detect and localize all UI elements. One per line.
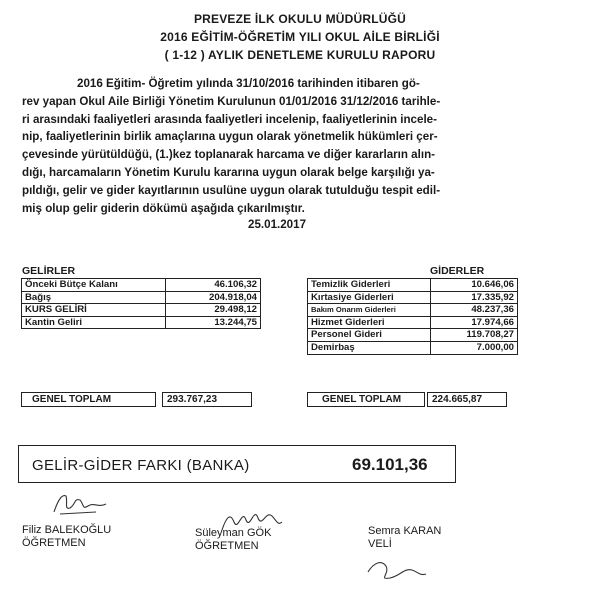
- signature-scrawl-1: [46, 490, 116, 520]
- expense-value: 17.974,66: [431, 316, 518, 329]
- expense-value: 17.335,92: [431, 291, 518, 304]
- signature-block-2: [195, 527, 271, 553]
- expense-label: Demirbaş: [308, 341, 431, 354]
- table-row: [308, 329, 518, 342]
- signature-block-3: [368, 525, 441, 551]
- body-line: pıldığı, gelir ve gider kayıtlarının usulüne uygun olarak tutulduğu tespit edil-: [22, 183, 441, 197]
- signatory-title: ÖĞRETMEN: [22, 537, 86, 549]
- body-line: ri arasındaki faaliyetleri arasında faaliyetleri incelenip, faaliyetlerinin incele-: [22, 112, 437, 126]
- difference-label: GELİR-GİDER FARKI (BANKA): [32, 457, 250, 474]
- signatory-name: Süleyman GÖK: [195, 527, 272, 539]
- table-row: [308, 279, 518, 292]
- table-row: [22, 316, 261, 329]
- table-row: [308, 304, 518, 317]
- signatory-name: Filiz BALEKOĞLU: [22, 524, 112, 536]
- expense-table: [307, 278, 518, 355]
- header-year: 2016 EĞİTİM-ÖĞRETİM YILI OKUL AİLE BİRLİĞİ: [160, 30, 440, 44]
- expense-total-value: 224.665,87: [427, 392, 507, 407]
- expense-total-label: GENEL TOPLAM: [307, 392, 425, 407]
- income-value: 29.498,12: [166, 304, 261, 317]
- table-row: [22, 279, 261, 292]
- income-label: KURS GELİRİ: [22, 304, 166, 317]
- table-row: [308, 341, 518, 354]
- body-line: rev yapan Okul Aile Birliği Yönetim Kurulunun 01/01/2016 31/12/2016 tarihle-: [22, 94, 441, 108]
- report-date: 25.01.2017: [248, 218, 307, 231]
- table-row: [22, 291, 261, 304]
- income-label: Bağış: [22, 291, 166, 304]
- income-value: 204.918,04: [166, 291, 261, 304]
- header-report-title: ( 1-12 ) AYLIK DENETLEME KURULU RAPORU: [164, 48, 436, 62]
- expense-value: 119.708,27: [431, 329, 518, 342]
- income-total-value: 293.767,23: [162, 392, 252, 407]
- income-value: 46.106,32: [166, 279, 261, 292]
- header-institution: PREVEZE İLK OKULU MÜDÜRLÜĞÜ: [193, 12, 407, 26]
- difference-value: 69.101,36: [352, 455, 428, 474]
- expense-label: Kırtasiye Giderleri: [308, 291, 431, 304]
- body-line: nip, faaliyetlerinin birlik amaçlarına uygun olarak yönetmelik hükümleri çer-: [22, 130, 438, 144]
- signature-block-1: [22, 524, 111, 550]
- expense-value: 7.000,00: [431, 341, 518, 354]
- body-line: dığı, harcamaların Yönetim Kurulu kararına uygun olarak belge karşılığı ya-: [22, 165, 435, 179]
- table-row: [22, 304, 261, 317]
- income-total-label: GENEL TOPLAM: [21, 392, 156, 407]
- table-row: [308, 291, 518, 304]
- body-line: miş olup gelir giderin dökümü aşağıda çıkarılmıştır.: [22, 201, 305, 215]
- income-title: GELİRLER: [22, 265, 76, 277]
- signatory-title: VELİ: [368, 538, 392, 550]
- expense-value: 48.237,36: [431, 304, 518, 317]
- expense-value: 10.646,06: [431, 279, 518, 292]
- report-body: [22, 75, 578, 217]
- signatory-title: ÖĞRETMEN: [195, 540, 259, 552]
- signature-scrawl-3: [360, 554, 430, 584]
- income-table: [21, 278, 261, 329]
- expense-label: Hizmet Giderleri: [308, 316, 431, 329]
- income-value: 13.244,75: [166, 316, 261, 329]
- expense-label: Bakım Onarım Giderleri: [308, 304, 431, 317]
- expense-label: Personel Gideri: [308, 329, 431, 342]
- body-line: çevesinde yürütüldüğü, (1.)kez toplanarak harcama ve diğer kararların alın-: [22, 148, 436, 162]
- income-label: Önceki Bütçe Kalanı: [22, 279, 166, 292]
- expense-label: Temizlik Giderleri: [308, 279, 431, 292]
- table-row: [308, 316, 518, 329]
- body-line: 2016 Eğitim- Öğretim yılında 31/10/2016 tarihinden itibaren gö-: [77, 77, 420, 90]
- signatory-name: Semra KARAN: [368, 525, 442, 537]
- income-label: Kantin Geliri: [22, 316, 166, 329]
- expense-title: GİDERLER: [430, 265, 485, 277]
